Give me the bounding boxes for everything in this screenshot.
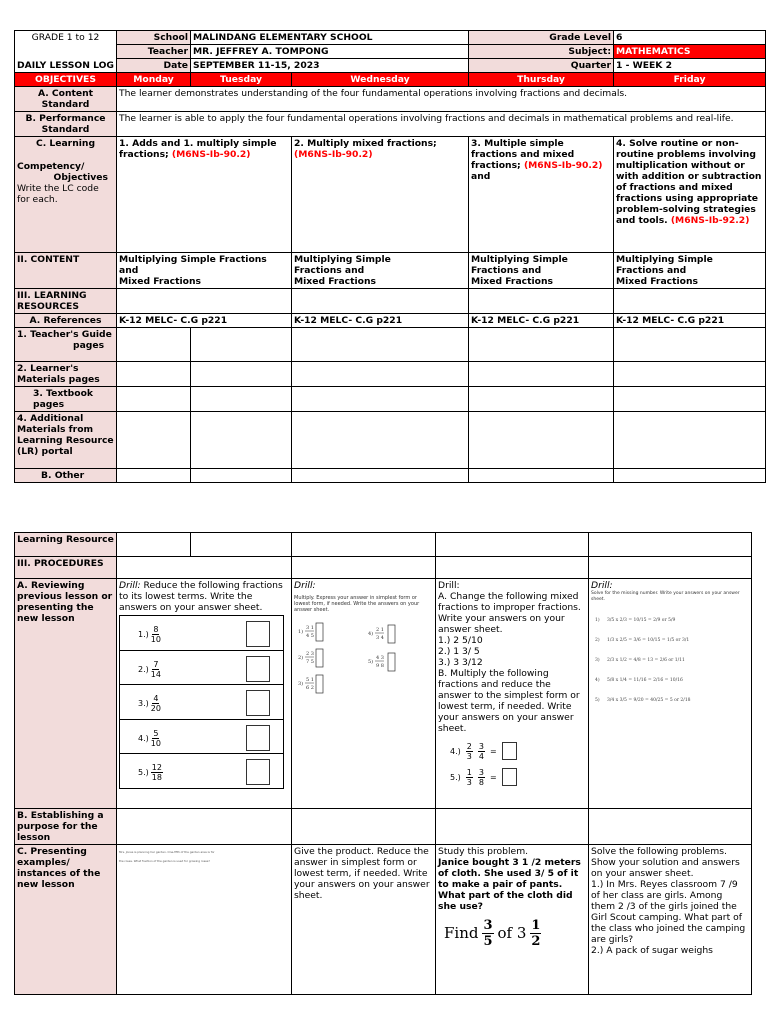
mon-drill-item-num: 4.): [138, 733, 149, 743]
subject-value: MATHEMATICS: [614, 45, 766, 59]
references-wednesday: K-12 MELC- C.G p221: [292, 314, 469, 328]
svg-text:5 1: 5 1: [306, 677, 314, 683]
mon-drill-denominator: 10: [150, 738, 161, 748]
svg-text:3 1: 3 1: [306, 625, 314, 631]
thu-b-item-num: 4.): [450, 746, 461, 756]
thu-item-1: 1.) 2 5/10: [438, 635, 483, 646]
thu-drill-text: A. Change the following mixed fractions to improper fractions. Write your answers on your answer sheet.: [438, 591, 581, 635]
content-standard-text: The learner demonstrates understanding of the four fundamental operations involving fractions and decimals.: [117, 87, 766, 112]
references-thursday: K-12 MELC- C.G p221: [469, 314, 614, 328]
fri-drill-exercises: [591, 607, 741, 707]
svg-text:4 5: 4 5: [306, 633, 314, 639]
presenting-label: C. Presenting examples/ instances of the new lesson: [15, 845, 117, 995]
mon-drill-numerator: 12: [151, 763, 162, 772]
presenting-monday: [117, 845, 292, 995]
mon-drill-item: [120, 720, 283, 755]
svg-text:2): 2): [298, 655, 304, 661]
thu-b-item: [450, 764, 586, 790]
competency-friday-code: (M6NS-Ib-92.2): [670, 215, 750, 226]
svg-text:3/4 x 3/5 = 9/20 = 40/25 = 5 o: 3/4 x 3/5 = 9/20 = 40/25 = 5 or 2/18: [607, 698, 691, 703]
competency-thursday-text: 3. Multiple simple fractions and mixed fractions;: [471, 138, 575, 171]
reviewing-wednesday: [292, 579, 436, 809]
teachers-guide-text: 1. Teacher's Guide: [17, 329, 112, 340]
grade-level-label: Grade Level: [469, 31, 614, 45]
dll-page-1: [0, 0, 768, 481]
thu-find-b-denominator: 2: [531, 934, 541, 949]
content-wednesday-line-2: Fractions and: [294, 265, 365, 276]
mon-drill-answer-box[interactable]: [246, 725, 270, 751]
date-value: SEPTEMBER 11-15, 2023: [191, 59, 469, 73]
mon-drill-item-num: 1.): [138, 630, 149, 639]
content-wednesday-line-3: Mixed Fractions: [294, 276, 376, 287]
mon-drill-item-label: [138, 729, 161, 748]
thu-b-items: [438, 738, 586, 790]
thu-b-a-denominator: 3: [466, 751, 472, 761]
competency-friday-text: 4. Solve routine or non-routine problems involving multiplication without or with addition or subtraction of fractions and mixed fractions using appropriate problem-solving strategies and tools.: [616, 138, 762, 226]
mon-drill-denominator: 14: [150, 669, 161, 679]
svg-text:5): 5): [368, 659, 374, 665]
objectives-header: OBJECTIVES: [15, 73, 117, 87]
performance-standard-label: B. Performance Standard: [15, 112, 117, 137]
mon-drill-denominator: 10: [150, 635, 161, 644]
mon-drill-item-label: [138, 694, 161, 713]
textbook-pages: pages: [33, 399, 65, 410]
thu-drill-title: Drill:: [438, 580, 460, 591]
content-monday-line-2: Mixed Fractions: [119, 276, 201, 287]
thu-b-fraction-b: [478, 768, 485, 787]
competency-monday: [117, 137, 292, 253]
date-label: Date: [117, 59, 191, 73]
thu-b-b-numerator: 3: [478, 741, 484, 751]
fri-problem-1: 1.) In Mrs. Reyes classroom 7 /9 of her class are girls. Among them 2 /3 of the girls joined the Girl Scout camping. What part of the class who joined the camping are girls?: [591, 879, 746, 945]
thu-b-b-denominator: 4: [478, 751, 484, 761]
references-friday: K-12 MELC- C.G p221: [614, 314, 766, 328]
additional-materials-label: 4. Additional Materials from Learning Resource (LR) portal: [15, 412, 117, 469]
thu-item-3: 3.) 3 3/12: [438, 657, 483, 668]
thu-find-a-numerator: 3: [483, 918, 493, 933]
mon-drill-fraction: [151, 660, 161, 679]
svg-text:4): 4): [595, 678, 600, 683]
competency-thursday-code: (M6NS-Ib-90.2): [523, 160, 603, 171]
svg-text:3/5 x 2/3 = 10/15 = 2/9 or 5/9: 3/5 x 2/3 = 10/15 = 2/9 or 5/9: [607, 618, 676, 623]
mon-drill-answer-box[interactable]: [246, 759, 270, 785]
svg-text:1/3 x 2/5 = 3/6 = 10/15 = 1/5: 1/3 x 2/5 = 3/6 = 10/15 = 1/5 or 3/1: [607, 638, 690, 643]
mon-drill-numerator: 5: [153, 728, 159, 738]
content-monday-line-1: Multiplying Simple Fractions and: [119, 254, 267, 276]
wed-drill-exercises: [294, 619, 434, 709]
thu-b-fraction-a: [466, 768, 473, 787]
mon-drill-item-label: [138, 625, 161, 644]
svg-text:1): 1): [595, 618, 600, 623]
teachers-guide-pages: pages: [73, 340, 105, 351]
competency-wednesday: [292, 137, 469, 253]
learning-resource-label: Learning Resource: [15, 533, 117, 557]
svg-text:3 4: 3 4: [376, 635, 384, 641]
wed-drill-text: Multiply. Express your answer in simplest form or lowest form, if needed. Write the answers on your answer sheet.: [294, 595, 420, 613]
performance-standard-text: The learner is able to apply the four fundamental operations involving fractions and decimals in mathematical problems and real-life.: [117, 112, 766, 137]
svg-text:4): 4): [368, 631, 374, 637]
mon-drill-item-num: 5.): [138, 768, 149, 777]
dll-table-page-1: [14, 30, 766, 483]
svg-text:3): 3): [595, 658, 600, 663]
subject-label: Subject:: [469, 45, 614, 59]
competency-label-2: Competency/: [17, 161, 85, 172]
competency-wednesday-text: 2. Multiply mixed fractions;: [294, 138, 437, 149]
content-standard-label: A. Content Standard: [15, 87, 117, 112]
teacher-label: Teacher: [117, 45, 191, 59]
equals-sign: =: [489, 746, 497, 756]
svg-text:7 5: 7 5: [306, 659, 314, 665]
thu-item-2: 2.) 1 3/ 5: [438, 646, 480, 657]
content-thursday-line-1: Multiplying Simple: [471, 254, 568, 265]
equals-sign: =: [489, 772, 497, 782]
thu-b-item: [450, 738, 586, 764]
fri-presenting-text: Solve the following problems. Show your solution and answers on your answer sheet.: [591, 846, 740, 879]
mon-drill-title: Drill:: [119, 580, 141, 591]
monday-header: Monday: [117, 73, 191, 87]
mon-drill-item: [120, 616, 283, 651]
thu-find-b-numerator: 1: [531, 918, 541, 933]
thu-b-fraction-a: [466, 742, 473, 761]
svg-text:1): 1): [298, 629, 304, 635]
mon-drill-item: [120, 754, 283, 788]
mon-drill-answer-box[interactable]: [246, 656, 270, 682]
grade-level-value: 6: [614, 31, 766, 45]
thu-b-a-denominator: 3: [466, 777, 472, 787]
wed-presenting-text: Give the product. Reduce the answer in simplest form or lowest term, if needed. Write your answers on your answer sheet.: [294, 846, 430, 901]
school-value: MALINDANG ELEMENTARY SCHOOL: [191, 31, 469, 45]
content-friday-line-2: Fractions and: [616, 265, 687, 276]
mon-drill-answer-box[interactable]: [246, 690, 270, 716]
presenting-wednesday: [292, 845, 436, 995]
mon-drill-item-num: 3.): [138, 699, 149, 708]
mon-presenting-tiny: Mrs. Jones is planning her garden. One-fifth of the garden area is for the roses. What fraction of the garden is used for growing roses?: [119, 850, 215, 863]
thu-find-expression: [438, 918, 586, 949]
competency-label-3: Objectives: [53, 172, 108, 183]
wednesday-header: Wednesday: [292, 73, 469, 87]
mon-drill-fraction: [151, 763, 163, 782]
friday-header: Friday: [614, 73, 766, 87]
dll-label: DAILY LESSON LOG: [15, 59, 117, 73]
mon-drill-text: Reduce the following fractions to its lowest terms. Write the answers on your answer sheet.: [119, 580, 283, 613]
learning-resources-label: III. LEARNING RESOURCES: [15, 289, 117, 314]
svg-text:6 2: 6 2: [306, 685, 314, 691]
fri-drill-text: Solve for the missing number. Write your answers on your answer sheet.: [591, 591, 740, 602]
content-thursday: [469, 253, 614, 289]
thu-b-item-num: 5.): [450, 772, 461, 782]
competency-label-1: C. Learning: [35, 138, 96, 149]
mon-drill-numerator: 4: [153, 694, 159, 703]
thursday-header: Thursday: [469, 73, 614, 87]
mon-drill-fraction: [151, 694, 161, 713]
presenting-friday: [589, 845, 752, 995]
presenting-thursday: [436, 845, 589, 995]
grade-label: GRADE 1 to 12: [15, 31, 117, 59]
mon-drill-denominator: 20: [150, 704, 161, 713]
competency-monday-code: (M6NS-Ib-90.2): [171, 149, 251, 160]
content-wednesday: [292, 253, 469, 289]
svg-text:5): 5): [595, 698, 600, 703]
reviewing-friday: [589, 579, 752, 809]
establishing-label: B. Establishing a purpose for the lesson: [15, 809, 117, 845]
mon-drill-fraction: [151, 625, 161, 644]
thu-b-answer-box[interactable]: [502, 742, 517, 760]
content-wednesday-line-1: Multiplying Simple: [294, 254, 391, 265]
thu-b-answer-box[interactable]: [502, 768, 517, 786]
thu-b-b-denominator: 8: [478, 777, 484, 787]
content-friday-line-1: Multiplying Simple: [616, 254, 713, 265]
reviewing-thursday: [436, 579, 589, 809]
tuesday-header: Tuesday: [191, 73, 292, 87]
competency-friday: [614, 137, 766, 253]
content-friday-line-3: Mixed Fractions: [616, 276, 698, 287]
competency-thursday: [469, 137, 614, 253]
fri-problem-2: 2.) A pack of sugar weighs: [591, 945, 713, 956]
references-monday: K-12 MELC- C.G p221: [117, 314, 292, 328]
teacher-value: MR. JEFFREY A. TOMPONG: [191, 45, 469, 59]
mon-drill-numerator: 7: [153, 659, 159, 669]
svg-text:2): 2): [595, 638, 600, 643]
thu-b-a-numerator: 1: [466, 767, 472, 777]
competency-label: [15, 137, 117, 253]
content-label: II. CONTENT: [15, 253, 117, 289]
reviewing-label: A. Reviewing previous lesson or presenting the new lesson: [15, 579, 117, 809]
quarter-label: Quarter: [469, 59, 614, 73]
thu-presenting-intro: Study this problem.: [438, 846, 529, 857]
mon-drill-answer-box[interactable]: [246, 621, 270, 647]
school-label: School: [117, 31, 191, 45]
mon-drill-item-num: 2.): [138, 664, 149, 674]
references-label: A. References: [15, 314, 117, 328]
mon-drill-fraction: [151, 729, 161, 748]
fri-drill-title: Drill:: [591, 580, 613, 591]
reviewing-monday: [117, 579, 292, 809]
content-thursday-line-2: Fractions and: [471, 265, 542, 276]
dll-page-2: [0, 532, 768, 1024]
svg-text:2 3: 2 3: [306, 651, 314, 657]
mon-drill-grid: [119, 615, 284, 789]
mon-drill-item-label: [138, 763, 163, 782]
svg-text:9 8: 9 8: [376, 663, 384, 669]
competency-thursday-after: and: [471, 171, 491, 182]
content-monday: [117, 253, 292, 289]
thu-b-b-numerator: 3: [478, 767, 484, 777]
mon-drill-item-label: [138, 660, 161, 679]
thu-find-word: Find: [444, 924, 479, 942]
svg-text:4 3: 4 3: [376, 655, 384, 661]
mon-drill-denominator: 18: [151, 773, 162, 782]
thu-find-fraction-b: [530, 918, 541, 949]
mon-drill-item: [120, 685, 283, 720]
textbook-text: 3. Textbook: [33, 388, 93, 399]
competency-monday-text: 1. Adds and 1. multiply simple fractions;: [119, 138, 277, 160]
other-resources-label: B. Other: [15, 469, 117, 483]
svg-text:5/8 x 1/4 = 11/16 = 2/16 = 10/: 5/8 x 1/4 = 11/16 = 2/16 = 10/16: [607, 678, 683, 683]
thu-drill-b: B. Multiply the following fractions and reduce the answer to the simplest form or lowest term, if needed. Write your answers on your answer sheet.: [438, 668, 580, 734]
dll-table-page-2: [14, 532, 752, 995]
teachers-guide-label: [15, 328, 117, 362]
svg-text:2/3 x 1/2 = 4/8 = 13 = 2/6 or: 2/3 x 1/2 = 4/8 = 13 = 2/6 or 1/11: [607, 658, 685, 663]
wed-drill-title: Drill:: [294, 580, 316, 591]
mon-drill-item: [120, 651, 283, 686]
content-friday: [614, 253, 766, 289]
thu-b-a-numerator: 2: [466, 741, 472, 751]
thu-b-fraction-b: [478, 742, 485, 761]
svg-text:2 1: 2 1: [376, 627, 384, 633]
thu-find-fraction-a: [482, 918, 493, 949]
learners-materials-label: 2. Learner's Materials pages: [15, 362, 117, 387]
quarter-value: 1 - WEEK 2: [614, 59, 766, 73]
svg-text:3): 3): [298, 681, 304, 687]
procedures-label: III. PROCEDURES: [15, 557, 117, 579]
thu-find-a-denominator: 5: [483, 934, 493, 949]
mon-drill-numerator: 8: [153, 625, 159, 634]
thu-find-of: of 3: [497, 924, 527, 942]
competency-wednesday-code: (M6NS-Ib-90.2): [294, 149, 373, 160]
textbook-label: [15, 387, 117, 412]
competency-label-4: Write the LC code for each.: [17, 183, 99, 205]
thu-presenting-problem: Janice bought 3 1 /2 meters of cloth. She used 3/ 5 of it to make a pair of pants. What part of the cloth did she use?: [438, 857, 581, 912]
content-thursday-line-3: Mixed Fractions: [471, 276, 553, 287]
